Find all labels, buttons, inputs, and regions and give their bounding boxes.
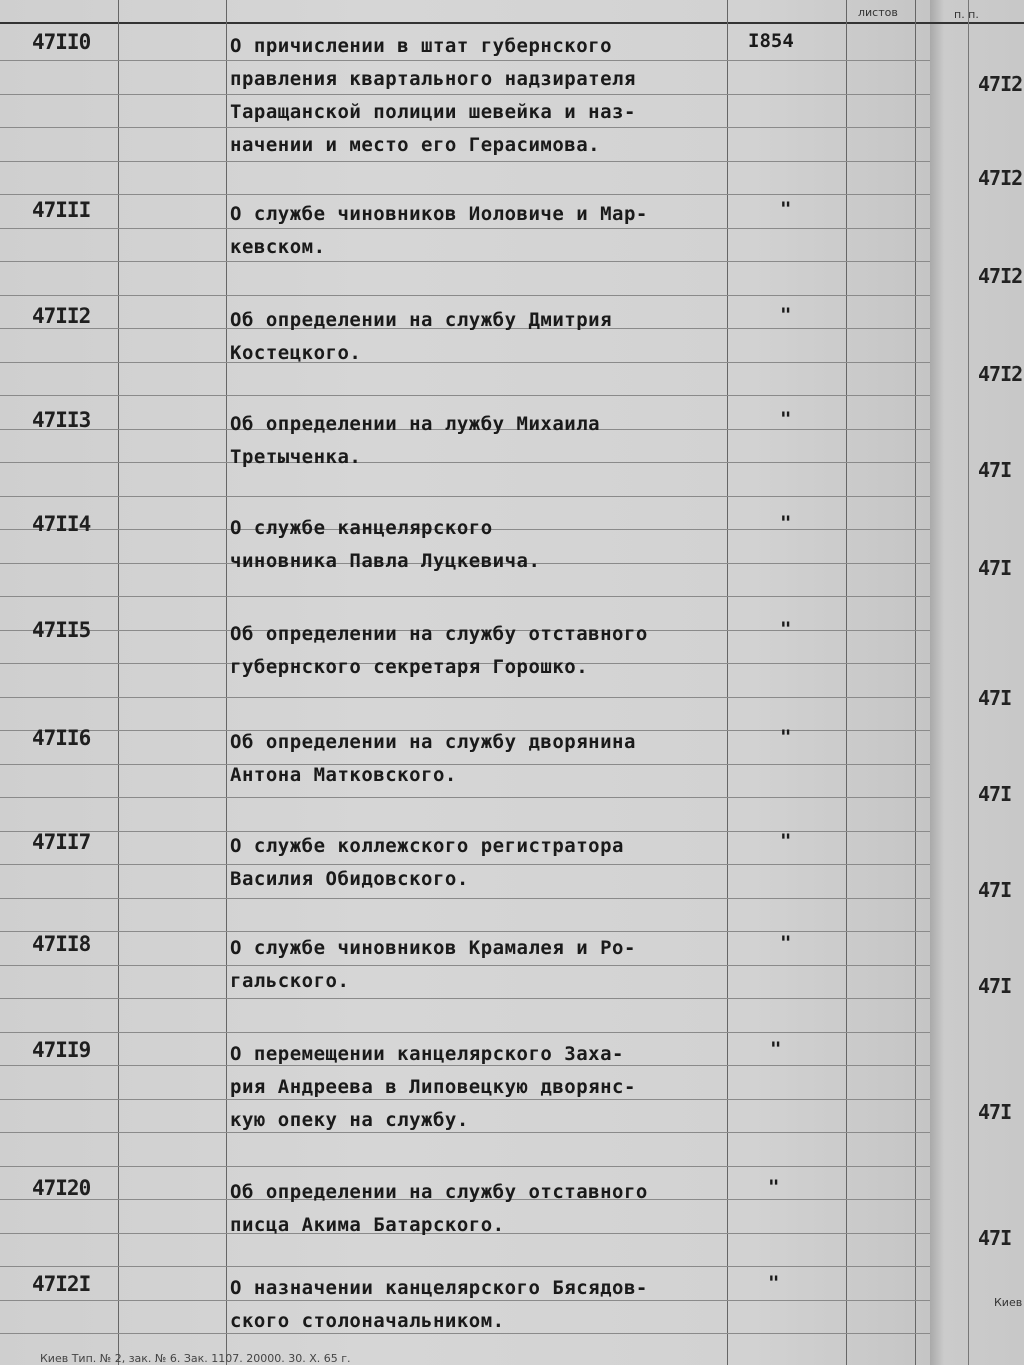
side-file-number: 47I (978, 878, 1012, 902)
file-title (230, 512, 730, 578)
ditto-mark: " (780, 618, 792, 640)
ledger-line (0, 395, 940, 396)
file-title-line: О службе чиновников Крамалея и Ро- (230, 937, 636, 959)
ditto-mark: " (780, 932, 792, 954)
ditto-mark: " (780, 198, 792, 220)
ledger-line (0, 797, 940, 798)
file-title-line: Об определении на службу отставного (230, 623, 648, 645)
ledger-line (0, 295, 940, 296)
file-title-line: ского столоначальником. (230, 1310, 505, 1332)
side-file-number: 47I (978, 1226, 1012, 1250)
file-title-line: Костецкого. (230, 342, 362, 364)
ditto-mark: " (768, 1176, 780, 1198)
file-title (230, 1038, 730, 1137)
file-title-line: кую опеку на службу. (230, 1109, 469, 1131)
file-title-line: гальского. (230, 970, 350, 992)
file-title-line: О причислении в штат губернского (230, 35, 613, 57)
side-file-number: 47I (978, 556, 1012, 580)
column-rule (968, 0, 969, 1365)
file-date: I854 (748, 30, 794, 52)
file-number: 47II2 (32, 304, 91, 328)
file-title-line: О назначении канцелярского Бясядов- (230, 1277, 648, 1299)
file-title (230, 408, 730, 474)
file-number: 47III (32, 198, 91, 222)
ditto-mark: " (780, 726, 792, 748)
file-title-line: О службе чиновников Иоловиче и Мар- (230, 203, 648, 225)
file-number: 47II5 (32, 618, 91, 642)
file-title-line: О службе канцелярского (230, 517, 493, 539)
column-rule (226, 0, 227, 1365)
file-number: 47II7 (32, 830, 91, 854)
file-title-line: Об определении на лужбу Михаила (230, 413, 601, 435)
file-title (230, 1272, 730, 1338)
file-title-line: начении и место его Герасимова. (230, 134, 601, 156)
ledger-line (0, 998, 940, 999)
file-title (230, 618, 730, 684)
file-title-line: кевском. (230, 236, 326, 258)
file-title-line: писца Акима Батарского. (230, 1214, 505, 1236)
side-file-number: 47I2 (978, 72, 1023, 96)
file-title-line: Василия Обидовского. (230, 868, 469, 890)
column-rule (118, 0, 119, 1365)
file-number: 47I20 (32, 1176, 91, 1200)
file-number: 47II6 (32, 726, 91, 750)
file-title (230, 198, 730, 264)
column-rule (915, 0, 916, 1365)
ditto-mark: " (780, 512, 792, 534)
sheets-column-header: листов (858, 6, 898, 19)
file-title-line: правления квартального надзирателя (230, 68, 636, 90)
file-title (230, 726, 730, 792)
ditto-mark: " (768, 1272, 780, 1294)
ledger-line (0, 496, 940, 497)
file-title (230, 1176, 730, 1242)
side-footer-label: Киев (994, 1296, 1023, 1309)
ledger-line (0, 898, 940, 899)
header-rule (0, 22, 940, 24)
side-file-number: 47I (978, 974, 1012, 998)
file-title-line: Таращанской полиции шевейка и наз- (230, 101, 636, 123)
adjacent-page (930, 0, 1024, 1365)
print-footer: Киев Тип. № 2, зак. № 6. Зак. 1107. 20000. 30. X. 65 г. (40, 1352, 351, 1365)
file-title-line: О перемещении канцелярского Заха- (230, 1043, 624, 1065)
nn-column-header: п. п. (954, 8, 979, 21)
column-rule (846, 0, 847, 1365)
file-number: 47II3 (32, 408, 91, 432)
ledger-line (0, 1032, 940, 1033)
file-title (230, 30, 730, 162)
file-title-line: губернского секретаря Горошко. (230, 656, 589, 678)
file-title (230, 932, 730, 998)
side-file-number: 47I (978, 782, 1012, 806)
file-title-line: чиновника Павла Луцкевича. (230, 550, 541, 572)
ledger-line (0, 1166, 940, 1167)
file-number: 47II8 (32, 932, 91, 956)
file-number: 47II4 (32, 512, 91, 536)
ledger-line (0, 596, 940, 597)
ditto-mark: " (780, 408, 792, 430)
side-file-number: 47I (978, 458, 1012, 482)
ledger-line (0, 1266, 940, 1267)
ledger-line (0, 194, 940, 195)
file-title (230, 830, 730, 896)
file-number: 47II9 (32, 1038, 91, 1062)
ditto-mark: " (780, 830, 792, 852)
side-file-number: 47I (978, 1100, 1012, 1124)
file-title-line: Третыченка. (230, 446, 362, 468)
header-rule (930, 22, 1024, 24)
file-title-line: Об определении на службу отставного (230, 1181, 648, 1203)
file-number: 47II0 (32, 30, 91, 54)
file-number: 47I2I (32, 1272, 91, 1296)
ditto-mark: " (770, 1038, 782, 1060)
side-file-number: 47I2 (978, 264, 1023, 288)
file-title (230, 304, 730, 370)
file-title-line: Об определении на службу Дмитрия (230, 309, 613, 331)
ledger-line (0, 697, 940, 698)
side-file-number: 47I (978, 686, 1012, 710)
ditto-mark: " (780, 304, 792, 326)
side-file-number: 47I2 (978, 362, 1023, 386)
file-title-line: Об определении на службу дворянина (230, 731, 636, 753)
file-title-line: О службе коллежского регистратора (230, 835, 624, 857)
side-file-number: 47I2 (978, 166, 1023, 190)
file-title-line: Антона Матковского. (230, 764, 457, 786)
file-title-line: рия Андреева в Липовецкую дворянс- (230, 1076, 636, 1098)
